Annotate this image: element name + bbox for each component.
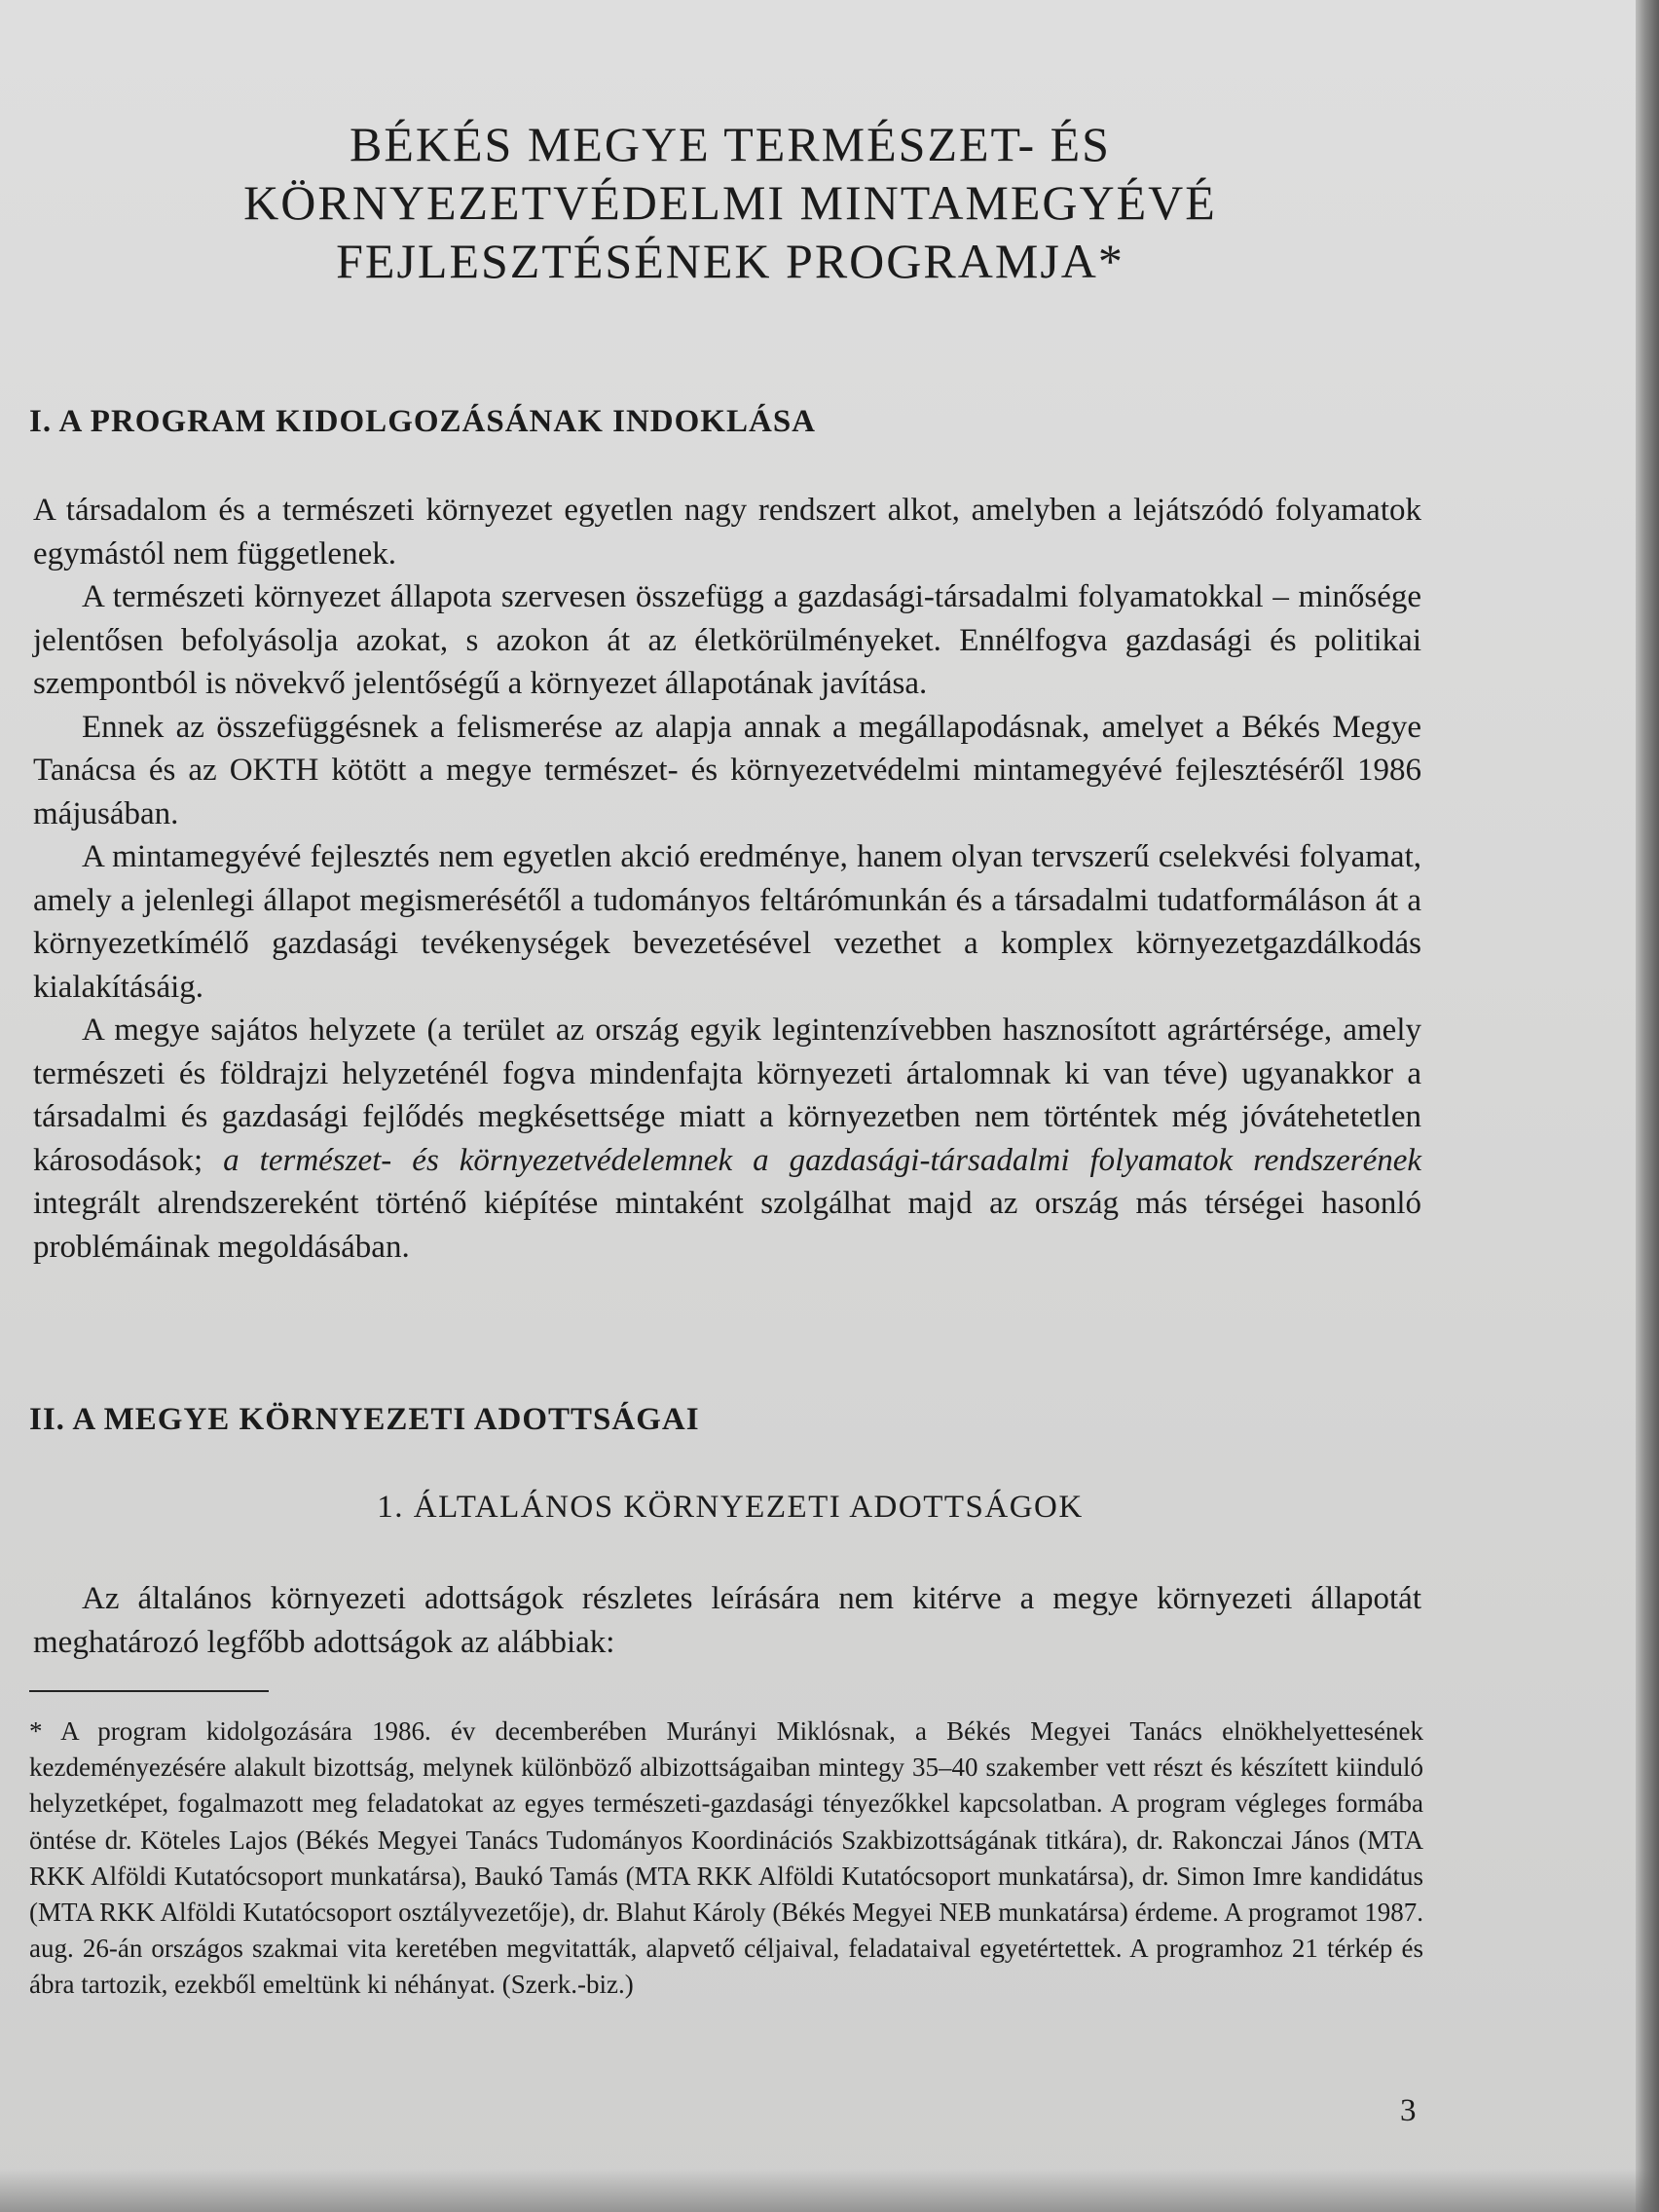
paragraph-text: A megye sajátos helyzete (a terület az ország egyik legintenzívebben hasznosított agrártérsége, amely természeti és földrajzi helyzeténél fogva mindenfajta környezeti ártalomnak ki van téve) ugyanakkor a társadalmi és gazdasági fejlődés megkésettsége miatt a környezetben nem történtek még jóvátehetetlen károsodások; [33,1013,1421,1178]
section-2-heading: II. A MEGYE KÖRNYEZETI ADOTTSÁGAI [29,1402,700,1437]
section-2-body [33,1577,1421,1664]
bottom-edge-shadow [0,2169,1659,2212]
footnote: * A program kidolgozására 1986. év decemberében Murányi Miklósnak, a Békés Megyei Tanács elnökhelyettesének kezdeményezésére alakult bizottság, melynek különböző albizottságaiban mintegy 35–40 szakember vett részt és készített kiinduló helyzetképet, fogalmazott meg feladatokat az egyes természeti-gazdasági tényezőkkel kapcsolatban. A program végleges formába öntése dr. Köteles Lajos (Békés Megyei Tanács Tudományos Koordinációs Szakbizottságának titkára), dr. Rakonczai János (MTA RKK Alföldi Kutatócsoport munkatársa), Baukó Tamás (MTA RKK Alföldi Kutatócsoport munkatársa), dr. Simon Imre kandidátus (MTA RKK Alföldi Kutatócsoport osztályvezetője), dr. Blahut Károly (Békés Megyei NEB munkatársa) érdeme. A programot 1987. aug. 26-án országos szakmai vita keretében megvitatták, alapvető céljaival, feladataival egyetértettek. A programhoz 21 térkép és ábra tartozik, ezekből emeltünk ki néhányat. (Szerk.-biz.) [29,1716,1423,2000]
paragraph: Az általános környezeti adottságok részletes leírására nem kitérve a megye környezeti állapotát meghatározó legfőbb adottságok az alábbiak: [33,1581,1421,1660]
paragraph-text: integrált alrendszereként történő kiépítése mintaként szolgálhat majd az ország más térségei hasonló problémáinak megoldásában. [33,1186,1421,1265]
title-line-3: FEJLESZTÉSÉNEK PROGRAMJA* [336,234,1124,288]
page-edge-shadow [1636,0,1659,2212]
footnote-divider [29,1690,269,1692]
article-title [58,115,1402,290]
paragraph: Ennek az összefüggésnek a felismerése az alapja annak a megállapodásnak, amelyet a Békés Megye Tanácsa és az OKTH kötött a megye természet- és környezetvédelmi mintamegyévé fejlesztéséről 1986 májusában. [33,709,1421,831]
paragraph [33,1009,1421,1269]
paragraph: A természeti környezet állapota szervesen összefügg a gazdasági-társadalmi folyamatokkal – minősége jelentősen befolyásolja azokat, s azokon át az életkörülményeket. Ennélfogva gazdasági és politikai szempontból is növekvő jelentőségű a környezet állapotának javítása. [33,579,1421,701]
subsection-heading: 1. ÁLTALÁNOS KÖRNYEZETI ADOTTSÁGOK [377,1490,1084,1525]
title-line-2: KÖRNYEZETVÉDELMI MINTAMEGYÉVÉ [243,175,1217,230]
title-line-1: BÉKÉS MEGYE TERMÉSZET- ÉS [350,117,1111,171]
page-number: 3 [1400,2093,1417,2128]
paragraph: A társadalom és a természeti környezet egyetlen nagy rendszert alkot, amelyben a lejátszódó folyamatok egymástól nem függetlenek. [33,493,1421,571]
paragraph: A mintamegyévé fejlesztés nem egyetlen akció eredménye, hanem olyan tervszerű cselekvési folyamat, amely a jelenlegi állapot megismerésétől a tudományos feltárómunkán és a társadalmi tudatformáláson át a környezetkímélő gazdasági tevékenységek bevezetésével vezethet a komplex környezetgazdálkodás kialakításáig. [33,839,1421,1005]
section-1-body [33,489,1421,1269]
emphasized-text: a természet- és környezetvédelemnek a gazdasági-társadalmi folyamatok rendszerének [223,1142,1422,1178]
section-1-heading: I. A PROGRAM KIDOLGOZÁSÁNAK INDOKLÁSA [29,404,817,439]
